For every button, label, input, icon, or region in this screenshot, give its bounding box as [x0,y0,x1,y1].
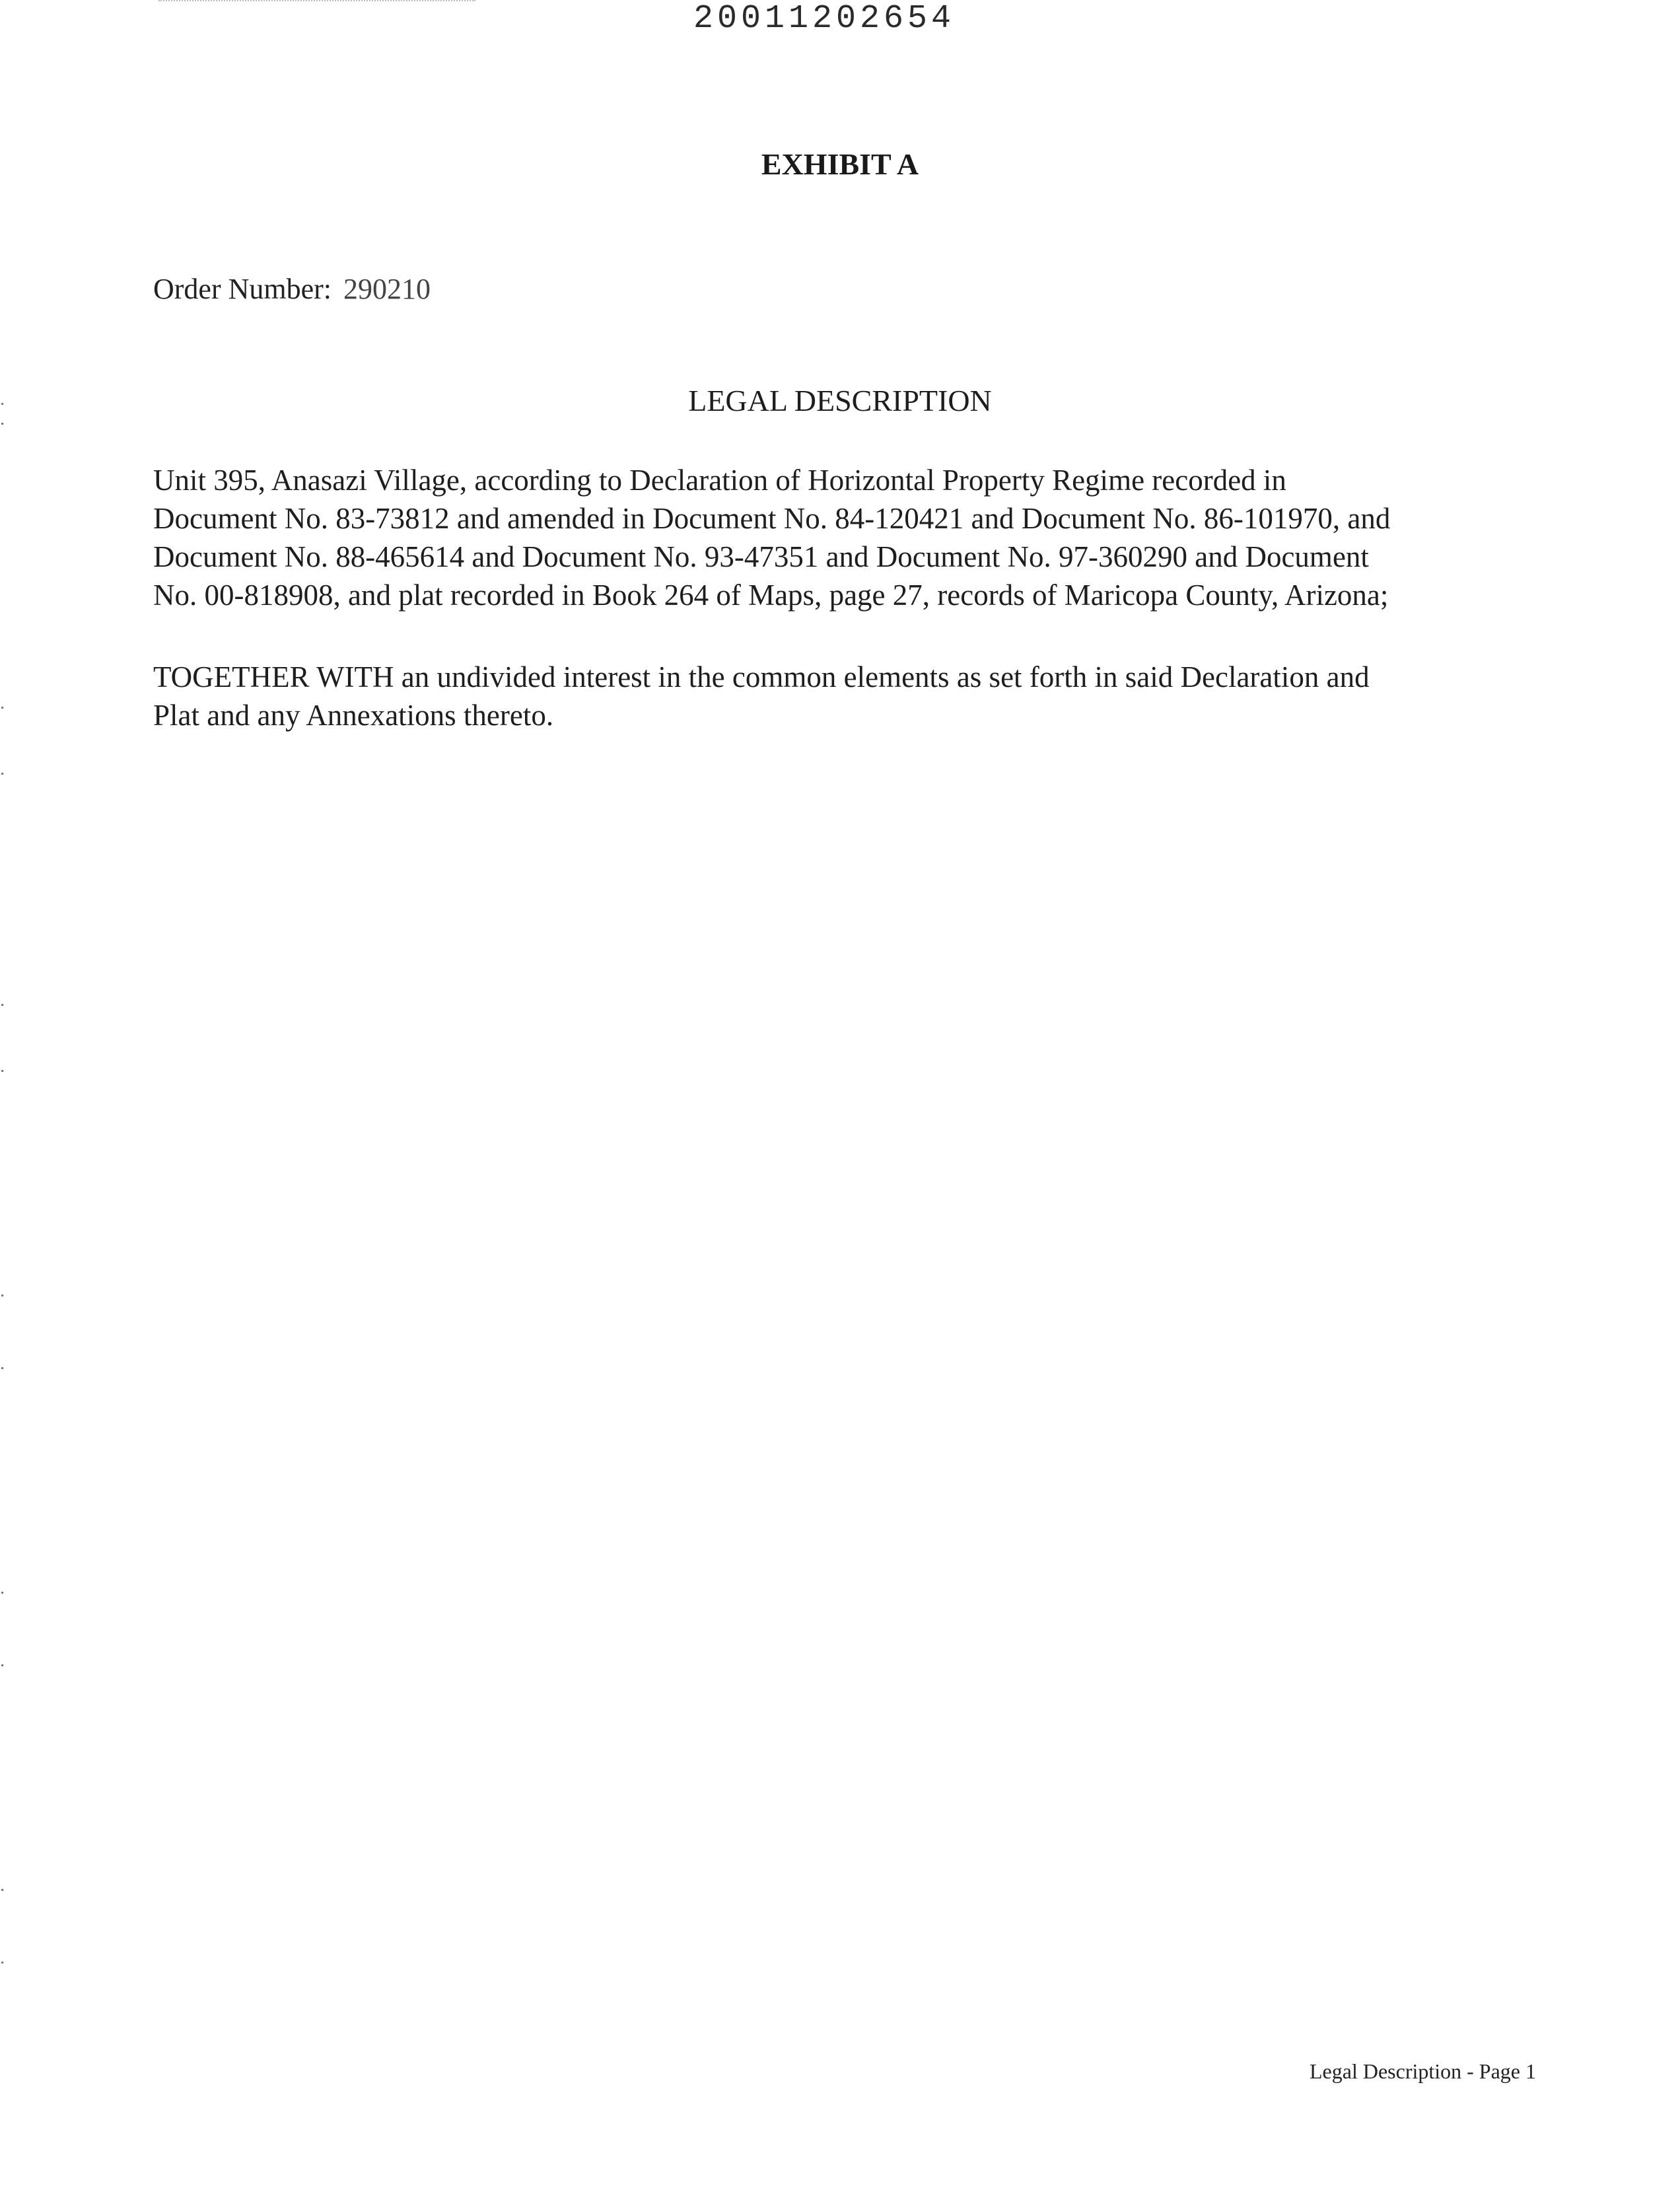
scan-speck [1,1294,3,1296]
scan-speck [1,1592,3,1594]
exhibit-title-text: EXHIBIT A [761,147,919,181]
paragraph-line: Plat and any Annexations thereto. [153,699,554,732]
legal-description-paragraph [153,461,1533,614]
recording-number: 20011202654 [693,0,956,38]
page-footer: Legal Description - Page 1 [1310,2059,1536,2083]
paragraph-line: No. 00-818908, and plat recorded in Book 264 of Maps, page 27, records of Maricopa County, Arizona; [153,579,1389,612]
scan-speck [1,423,3,425]
scan-speck [1,1070,3,1072]
scan-speck [1,707,3,709]
scan-speck [1,773,3,775]
scan-speck [1,1367,3,1369]
paragraph-line: TOGETHER WITH an undivided interest in the common elements as set forth in said Declaration and [153,660,1370,693]
scan-speck [1,403,3,405]
together-with-paragraph [153,658,1533,734]
order-number-line [153,272,431,306]
paragraph-line: Unit 395, Anasazi Village, according to Declaration of Horizontal Property Regime recorded in [153,464,1286,497]
side-stamp-mark [1578,86,1605,291]
scan-speck [1,1004,3,1006]
scan-speck [1,1889,3,1891]
top-edge-artifact [158,0,475,7]
exhibit-title [0,147,1680,182]
order-number-label: Order Number: [153,273,332,305]
scan-speck [1,1664,3,1666]
paragraph-line: Document No. 83-73812 and amended in Document No. 84-120421 and Document No. 86-101970, and [153,502,1391,535]
scan-speck [1,1962,3,1964]
section-heading: LEGAL DESCRIPTION [688,384,992,417]
paragraph-line: Document No. 88-465614 and Document No. 93-47351 and Document No. 97-360290 and Document [153,540,1369,573]
order-number-value: 290210 [343,273,431,305]
